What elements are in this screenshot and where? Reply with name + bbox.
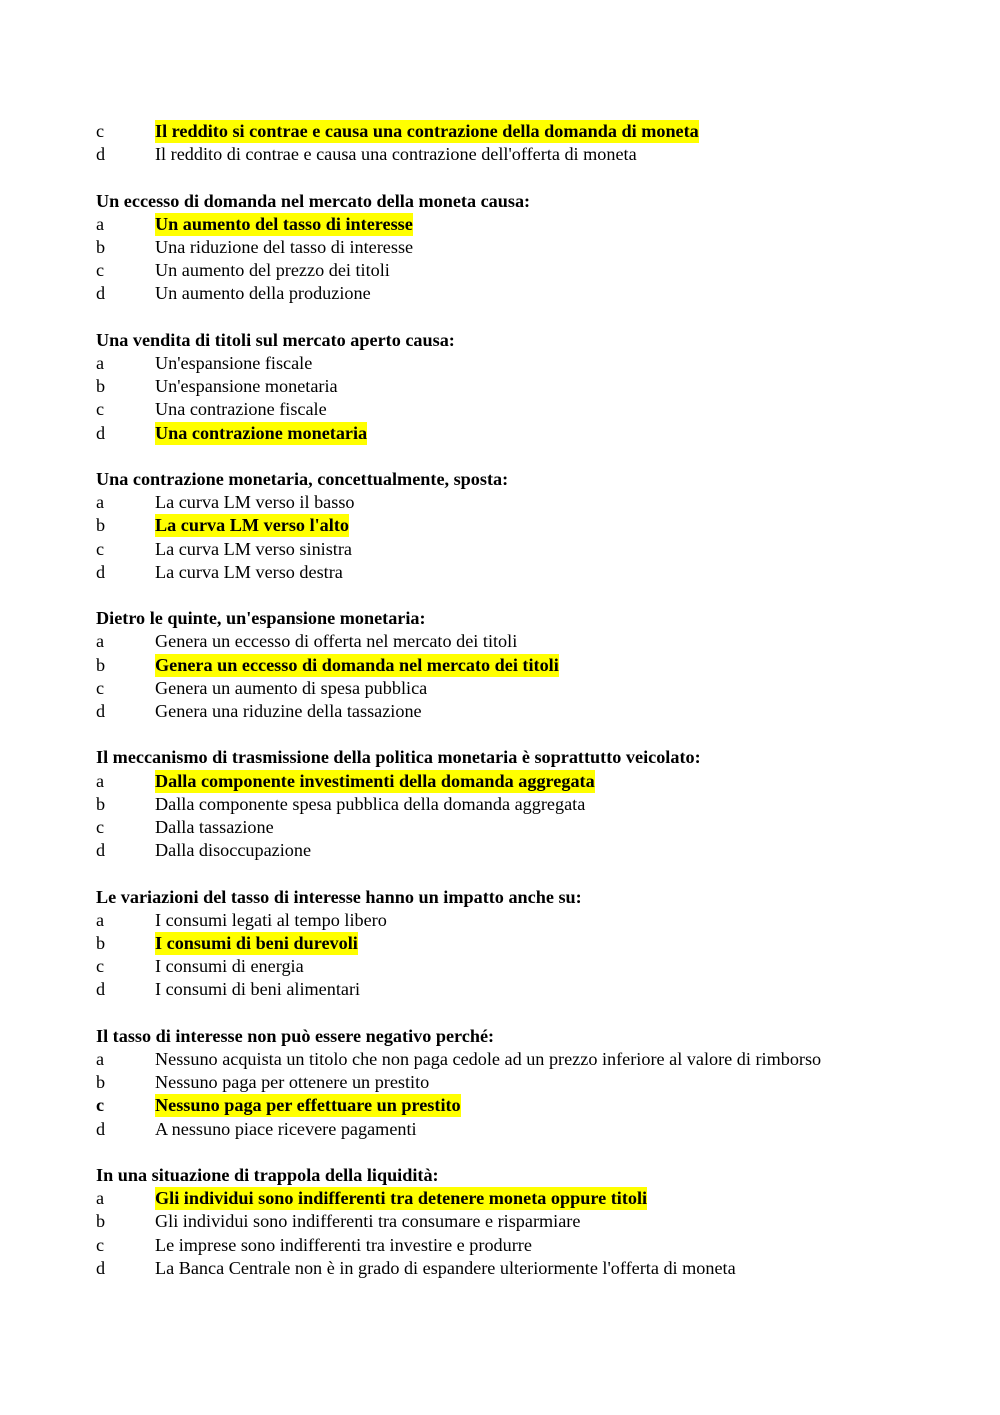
option-text: Un'espansione fiscale	[155, 353, 313, 373]
option-letter: c	[96, 121, 105, 141]
option-letter: d	[96, 701, 106, 721]
option-text: Nessuno paga per ottenere un prestito	[155, 1072, 430, 1093]
option-letter: a	[96, 770, 105, 791]
option-text: I consumi legati al tempo libero	[155, 909, 387, 930]
option-text: Le imprese sono indifferenti tra investire e produrre	[155, 1234, 532, 1255]
option-text: La curva LM verso sinistra	[155, 538, 352, 559]
question-block	[0, 329, 1000, 352]
option-text: Genera un aumento di spesa pubblica	[155, 677, 428, 698]
option-text: Dalla tassazione	[155, 817, 274, 837]
answer-option	[0, 352, 1000, 375]
answer-option	[0, 654, 1000, 677]
option-letter: b	[96, 793, 106, 814]
option-letter: c	[96, 677, 105, 698]
option-letter: d	[96, 1257, 106, 1278]
option-letter: d	[96, 422, 106, 443]
option-letter: b	[96, 1211, 106, 1232]
correct-answer-text: Dalla componente investimenti della domanda aggregata	[155, 770, 595, 791]
option-text: Gli individui sono indifferenti tra consumare e risparmiare	[155, 1211, 581, 1232]
question-block	[0, 1025, 1000, 1048]
answer-option	[0, 793, 1000, 816]
answer-option	[0, 770, 1000, 793]
answer-option	[0, 1187, 1000, 1210]
option-letter: a	[96, 353, 105, 373]
option-text: Un'espansione monetaria	[155, 376, 338, 397]
option-letter: b	[96, 237, 106, 257]
answer-option	[0, 630, 1000, 653]
option-letter: b	[96, 515, 106, 536]
correct-answer-text: Genera un eccesso di domanda nel mercato dei titoli	[155, 654, 559, 675]
option-text: Nessuno acquista un titolo che non paga cedole ad un prezzo inferiore al valore di rimborso	[155, 1049, 822, 1069]
question-text: Le variazioni del tasso di interesse hanno un impatto anche su:	[96, 886, 582, 907]
question-block	[0, 190, 1000, 213]
answer-option	[0, 538, 1000, 561]
option-letter: c	[96, 260, 105, 281]
correct-answer-text: Il reddito si contrae e causa una contrazione della domanda di moneta	[155, 121, 699, 141]
answer-option	[0, 282, 1000, 305]
answer-option	[0, 1048, 1000, 1071]
option-text: Un aumento della produzione	[155, 283, 371, 304]
option-letter: c	[96, 817, 105, 837]
question-block	[0, 746, 1000, 769]
option-letter: c	[96, 538, 105, 559]
option-letter: b	[96, 1072, 106, 1093]
correct-answer-text: Gli individui sono indifferenti tra detenere moneta oppure titoli	[155, 1188, 648, 1209]
option-letter: d	[96, 283, 106, 304]
answer-option	[0, 1234, 1000, 1257]
answer-option	[0, 909, 1000, 932]
answer-option	[0, 213, 1000, 236]
option-letter: d	[96, 561, 106, 582]
option-text: Genera una riduzine della tassazione	[155, 701, 422, 721]
correct-answer-text: Nessuno paga per effettuare un prestito	[155, 1095, 461, 1116]
question-block	[0, 468, 1000, 491]
question-block	[0, 886, 1000, 909]
correct-answer-text: I consumi di beni durevoli	[155, 933, 358, 953]
option-letter: d	[96, 840, 106, 861]
answer-option	[0, 236, 1000, 259]
option-letter: d	[96, 144, 106, 165]
answer-option	[0, 259, 1000, 282]
question-block	[0, 607, 1000, 630]
option-text: Dalla disoccupazione	[155, 840, 312, 861]
answer-option	[0, 375, 1000, 398]
answer-option	[0, 398, 1000, 421]
answer-option	[0, 1210, 1000, 1233]
option-letter: b	[96, 654, 106, 675]
answer-option	[0, 816, 1000, 839]
option-text: Una contrazione fiscale	[155, 399, 327, 420]
correct-answer-text: Un aumento del tasso di interesse	[155, 213, 413, 234]
option-letter: a	[96, 492, 105, 513]
option-text: La Banca Centrale non è in grado di espandere ulteriormente l'offerta di moneta	[155, 1257, 736, 1278]
question-text: Il tasso di interesse non può essere negativo perché:	[96, 1025, 495, 1046]
answer-option	[0, 422, 1000, 445]
question-text: Il meccanismo di trasmissione della politica monetaria è soprattutto veicolato:	[96, 747, 701, 768]
answer-option	[0, 1118, 1000, 1141]
option-text: A nessuno piace ricevere pagamenti	[155, 1118, 417, 1139]
answer-option	[0, 700, 1000, 723]
option-letter: d	[96, 979, 106, 1000]
option-text: Una riduzione del tasso di interesse	[155, 237, 414, 257]
option-text: Dalla componente spesa pubblica della domanda aggregata	[155, 793, 586, 814]
option-letter: d	[96, 1118, 106, 1139]
option-letter: a	[96, 631, 105, 652]
answer-option	[0, 491, 1000, 514]
option-letter: c	[96, 956, 105, 977]
answer-option	[0, 1094, 1000, 1117]
answer-option	[0, 1071, 1000, 1094]
question-text: In una situazione di trappola della liquidità:	[96, 1165, 439, 1185]
correct-answer-text: La curva LM verso l'alto	[155, 515, 349, 536]
option-text: La curva LM verso destra	[155, 561, 343, 582]
option-letter: b	[96, 376, 106, 397]
question-text: Una vendita di titoli sul mercato aperto causa:	[96, 329, 455, 350]
option-text: La curva LM verso il basso	[155, 492, 355, 513]
option-letter: a	[96, 213, 105, 234]
answer-option	[0, 955, 1000, 978]
answer-option	[0, 514, 1000, 537]
question-text: Una contrazione monetaria, concettualmente, sposta:	[96, 469, 509, 489]
option-text: Il reddito di contrae e causa una contrazione dell'offerta di moneta	[155, 144, 637, 165]
answer-option	[0, 932, 1000, 955]
answer-option	[0, 839, 1000, 862]
answer-option	[0, 677, 1000, 700]
answer-option	[0, 561, 1000, 584]
option-text: I consumi di energia	[155, 956, 304, 977]
answer-option	[0, 978, 1000, 1001]
option-text: I consumi di beni alimentari	[155, 979, 361, 1000]
option-letter: a	[96, 909, 105, 930]
question-block	[0, 1164, 1000, 1187]
option-letter: c	[96, 1095, 105, 1116]
question-text: Dietro le quinte, un'espansione monetaria:	[96, 608, 426, 629]
answer-option	[0, 120, 1000, 143]
option-text: Un aumento del prezzo dei titoli	[155, 260, 390, 281]
option-letter: c	[96, 1234, 105, 1255]
option-letter: a	[96, 1188, 105, 1209]
option-letter: a	[96, 1049, 105, 1069]
correct-answer-text: Una contrazione monetaria	[155, 422, 368, 443]
option-letter: c	[96, 399, 105, 420]
answer-option	[0, 1257, 1000, 1280]
option-letter: b	[96, 933, 106, 953]
option-text: Genera un eccesso di offerta nel mercato dei titoli	[155, 631, 518, 652]
answer-option	[0, 143, 1000, 166]
question-text: Un eccesso di domanda nel mercato della moneta causa:	[96, 190, 531, 211]
